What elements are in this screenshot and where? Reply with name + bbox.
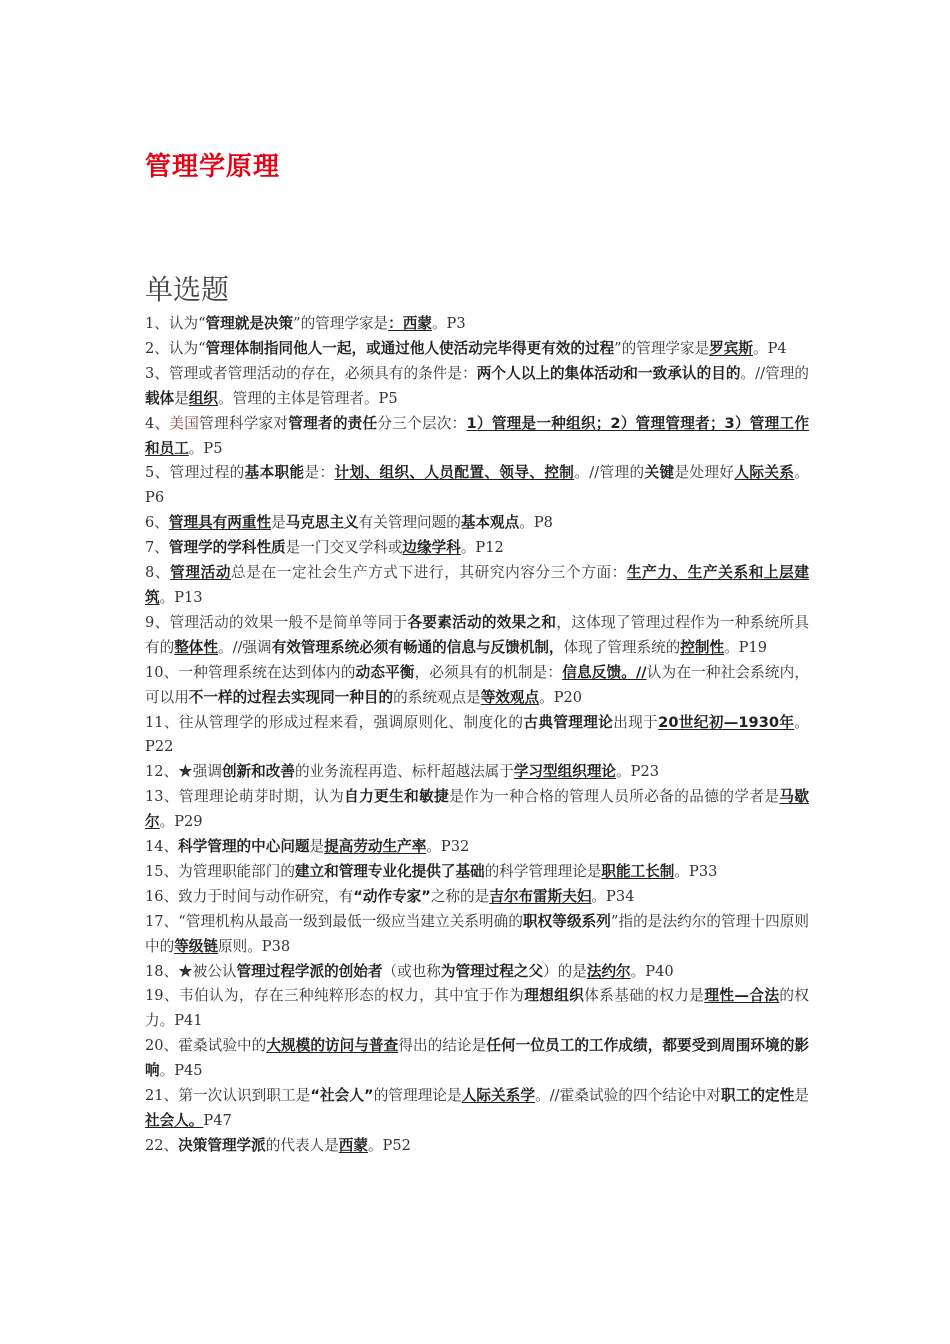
answer-emphasis <box>601 863 674 880</box>
question-text: 。P45 <box>159 1062 203 1080</box>
answer-emphasis <box>514 763 616 780</box>
question-text: 之称的是 <box>430 887 490 905</box>
question-text: ，这体现了管理过程作为一种系统所具有的 <box>145 613 809 656</box>
question-text: 9、管理活动的效果一般不是简单等同于 <box>145 613 408 631</box>
bold-text: 为管理过程之父 <box>440 962 544 980</box>
question-item <box>145 661 809 711</box>
question-item <box>145 312 809 337</box>
answer-text: 社会人。 <box>145 1112 204 1129</box>
answer-emphasis <box>266 1037 398 1054</box>
question-text: 6、 <box>145 514 169 532</box>
answer-text: 1）管理是一种组织；2）管理管理者；3）管理工作和员工 <box>145 414 809 457</box>
question-text: 是 <box>794 1087 809 1105</box>
bold-text: 基本职能 <box>244 464 305 482</box>
bold-text: 两个人以上的集体活动和一致承认的目的 <box>476 364 741 382</box>
bold-text: 不一样的过程去实现同一种目的 <box>188 688 394 706</box>
question-text: 2、认为“ <box>145 339 206 357</box>
answer-text: 信息反馈。// <box>562 663 647 681</box>
question-text: 。P22 <box>145 713 809 756</box>
question-text: 。P20 <box>539 688 583 706</box>
question-text: 10、一种管理系统在达到体内的 <box>145 663 356 681</box>
question-text: 是 <box>271 514 286 532</box>
answer-emphasis <box>709 340 753 357</box>
answer-emphasis <box>562 664 646 681</box>
question-text: 。P34 <box>591 887 635 905</box>
answer-emphasis <box>145 1112 203 1129</box>
answer-text: 等效观点 <box>480 688 540 706</box>
document-title: 管理学原理 <box>145 152 281 182</box>
question-text: ”指的是法约尔的管理十四原则中的 <box>145 912 809 955</box>
bold-text: 管理过程学派的创始者 <box>236 962 383 980</box>
answer-emphasis <box>339 1137 368 1154</box>
question-text: 11、往从管理学的形成过程来看，强调原则化、制度化的 <box>145 713 524 731</box>
question-text: 。//强调 <box>218 638 272 656</box>
question-text: 的代表人是 <box>265 1136 339 1154</box>
question-item <box>145 1084 809 1134</box>
answer-emphasis <box>658 714 794 731</box>
question-item <box>145 337 809 362</box>
question-item <box>145 362 809 412</box>
question-item <box>145 910 809 960</box>
question-item <box>145 760 809 785</box>
question-text: 。//管理的 <box>574 464 645 482</box>
bold-text: 管理就是决策 <box>205 315 294 332</box>
bold-text: 科学管理的中心问题 <box>178 838 310 856</box>
question-text: 7、 <box>145 539 169 557</box>
answer-text: 整体性 <box>174 638 218 656</box>
bold-text: 关键 <box>644 464 675 482</box>
question-text: ）的是 <box>543 962 587 980</box>
question-text: 是一门交叉学科或 <box>285 539 403 557</box>
question-text: 。P19 <box>724 638 768 656</box>
answer-text: 大规模的访问与普查 <box>266 1037 399 1055</box>
answer-emphasis <box>587 963 631 980</box>
question-text: 。管理的主体是管理者。P5 <box>218 389 398 407</box>
question-text: 出现于 <box>613 713 659 731</box>
question-text: P47 <box>203 1112 232 1129</box>
answer-text: 等级链 <box>174 937 218 955</box>
question-item <box>145 885 809 910</box>
question-item <box>145 561 809 611</box>
question-text: 。P3 <box>431 315 466 332</box>
question-text: 是： <box>304 464 335 482</box>
question-text: 17、“管理机构从最高一级到最低一级应当建立关系明确的 <box>145 912 523 930</box>
question-text: 20、霍桑试验中的 <box>145 1037 267 1055</box>
question-text: 。P12 <box>460 539 504 557</box>
answer-emphasis <box>388 315 432 332</box>
question-text: 4、 <box>145 414 170 432</box>
question-text: 19、韦伯认为，存在三种纯粹形态的权力，其中宜于作为 <box>145 987 525 1005</box>
bold-text: 动态平衡 <box>355 663 415 681</box>
question-text: （或也称 <box>382 962 441 980</box>
question-text: 。P33 <box>674 862 718 880</box>
question-text: ，必须具有的机制是： <box>414 663 563 681</box>
question-text: 13、管理理论萌芽时期，认为 <box>145 788 345 806</box>
answer-text: 20世纪初—1930年 <box>658 713 795 731</box>
question-text: 分三个层次： <box>377 414 467 432</box>
inline-link[interactable]: 美国 <box>169 414 200 432</box>
answer-text: ：西蒙 <box>388 315 432 332</box>
bold-text: 有效管理系统必须有畅通的信息与反馈机制， <box>271 638 564 656</box>
question-text: 12、★强调 <box>145 763 222 781</box>
question-text: 的科学管理理论是 <box>484 862 602 880</box>
answer-text: 西蒙 <box>338 1136 368 1154</box>
question-text: 是 <box>174 389 189 407</box>
answer-text: 提高劳动生产率 <box>324 838 427 856</box>
question-text: 总是在一定社会生产方式下进行，其研究内容分三个方面： <box>231 564 627 582</box>
answer-emphasis <box>704 987 779 1004</box>
answer-emphasis <box>189 390 218 407</box>
bold-text: 创新和改善 <box>221 763 295 781</box>
question-text: 。P13 <box>159 588 203 606</box>
question-text: 15、为管理职能部门的 <box>145 862 295 880</box>
question-item <box>145 860 809 885</box>
answer-emphasis <box>734 464 794 481</box>
bold-text: 职权等级系列 <box>522 912 611 930</box>
question-text: ”的管理学家是 <box>614 339 710 357</box>
question-text: 14、 <box>145 838 179 856</box>
question-item <box>145 984 809 1034</box>
bold-text: 管理学的学科性质 <box>168 539 286 557</box>
bold-text: 管理体制指同他人一起，或通过他人使活动完毕得更有效的过程 <box>205 339 615 357</box>
answer-text: 人际关系学 <box>461 1087 536 1105</box>
question-item <box>145 461 809 511</box>
question-text: 22、 <box>145 1136 179 1154</box>
question-text: 。P6 <box>145 464 809 507</box>
question-item <box>145 511 809 536</box>
bold-text: 马克思主义 <box>285 514 359 532</box>
question-text: 8、 <box>145 564 171 582</box>
question-text: 。P5 <box>188 439 223 457</box>
question-item <box>145 785 809 835</box>
bold-text: 任何一位员工的工作成绩，都要受到周围环境的影响 <box>145 1037 809 1080</box>
question-text: 的业务流程再造、标杆超越法属于 <box>294 763 514 781</box>
question-list <box>145 312 809 1159</box>
bold-text: 建立和管理专业化提供了基础 <box>294 862 485 880</box>
answer-text: 管理具有两重性 <box>168 514 272 532</box>
question-text: 21、第一次认识到职工是 <box>145 1087 311 1105</box>
question-text: 。P32 <box>426 838 470 856</box>
bold-text: 职工的定性 <box>721 1087 795 1105</box>
bold-text: 自力更生和敏捷 <box>344 788 450 806</box>
answer-text: 学习型组织理论 <box>513 763 617 781</box>
question-text: 体现了管理系统的 <box>563 638 681 656</box>
question-text: 的系统观点是 <box>393 688 481 706</box>
answer-text: 人际关系 <box>734 464 795 482</box>
question-text: 管理科学家对 <box>199 414 289 432</box>
question-item <box>145 536 809 561</box>
answer-text: 生产力、生产关系和上层建筑 <box>145 564 809 606</box>
answer-emphasis <box>680 639 724 656</box>
question-text: ”的管理学家是 <box>293 315 389 332</box>
answer-text: 控制性 <box>680 638 725 656</box>
question-text: 3、管理或者管理活动的存在，必须具有的条件是： <box>145 364 477 382</box>
question-item <box>145 960 809 985</box>
answer-emphasis <box>174 938 218 955</box>
bold-text: “动作专家” <box>353 887 431 905</box>
answer-emphasis <box>174 639 218 656</box>
answer-text: 理性—合法 <box>704 987 780 1005</box>
question-text: 。P4 <box>753 339 787 357</box>
question-text: 5、管理过程的 <box>145 464 245 482</box>
question-text: 是处理好 <box>674 464 735 482</box>
question-text: 有关管理问题的 <box>358 514 461 532</box>
question-item <box>145 1034 809 1084</box>
question-text: 原则。P38 <box>218 937 291 955</box>
bold-text: 基本观点 <box>460 514 520 532</box>
answer-emphasis <box>481 689 539 706</box>
bold-text: 理想组织 <box>524 987 585 1005</box>
section-heading: 单选题 <box>145 273 230 306</box>
question-text: 。//管理的 <box>740 364 809 382</box>
bold-text: 各要素活动的效果之和 <box>407 613 557 631</box>
question-text: 18、★被公认 <box>145 962 237 980</box>
question-item <box>145 412 809 462</box>
answer-emphasis <box>462 1087 535 1104</box>
question-text: 。//霍桑试验的四个结论中对 <box>535 1087 722 1105</box>
answer-text: 组织 <box>188 389 219 407</box>
question-text: 是 <box>309 838 325 856</box>
answer-emphasis <box>402 539 460 556</box>
answer-emphasis <box>324 838 426 855</box>
answer-text: 法约尔 <box>586 962 631 980</box>
answer-text: 吉尔布雷斯夫妇 <box>489 887 592 905</box>
question-text: 。P40 <box>630 962 674 980</box>
bold-text: 管理者的责任 <box>288 414 378 432</box>
bold-text: 古典管理理论 <box>523 713 614 731</box>
bold-text: 载体 <box>145 389 175 407</box>
answer-text: 马歇尔 <box>145 788 809 831</box>
question-text: 。P52 <box>367 1136 411 1154</box>
answer-emphasis <box>489 888 591 905</box>
answer-emphasis <box>335 464 575 481</box>
question-text: 16、致力于时间与动作研究，有 <box>145 887 354 905</box>
question-item <box>145 711 809 761</box>
question-text: 体系基础的权力是 <box>584 987 705 1005</box>
bold-text: “社会人” <box>310 1087 374 1105</box>
question-text: 认为在一种社会系统内，可以用 <box>145 663 809 706</box>
question-text: 的权力。P41 <box>145 987 809 1030</box>
answer-emphasis <box>170 564 231 581</box>
answer-text: 管理活动 <box>170 564 232 582</box>
question-item <box>145 835 809 860</box>
question-text: 。P8 <box>519 514 553 532</box>
bold-text: 决策管理学派 <box>178 1136 266 1154</box>
question-text: 1、认为“ <box>145 315 206 332</box>
question-text: 。P29 <box>159 813 203 831</box>
answer-emphasis <box>169 514 271 531</box>
question-text: 的管理理论是 <box>373 1087 462 1105</box>
question-text: 。P23 <box>616 763 660 781</box>
question-item <box>145 611 809 661</box>
question-text: 得出的结论是 <box>398 1037 487 1055</box>
answer-text: 职能工长制 <box>601 862 675 880</box>
answer-text: 罗宾斯 <box>709 339 753 357</box>
answer-text: 边缘学科 <box>402 539 461 557</box>
answer-text: 计划、组织、人员配置、领导、控制 <box>334 464 575 482</box>
question-item <box>145 1134 809 1159</box>
question-text: 是作为一种合格的管理人员所必备的品德的学者是 <box>449 788 780 806</box>
